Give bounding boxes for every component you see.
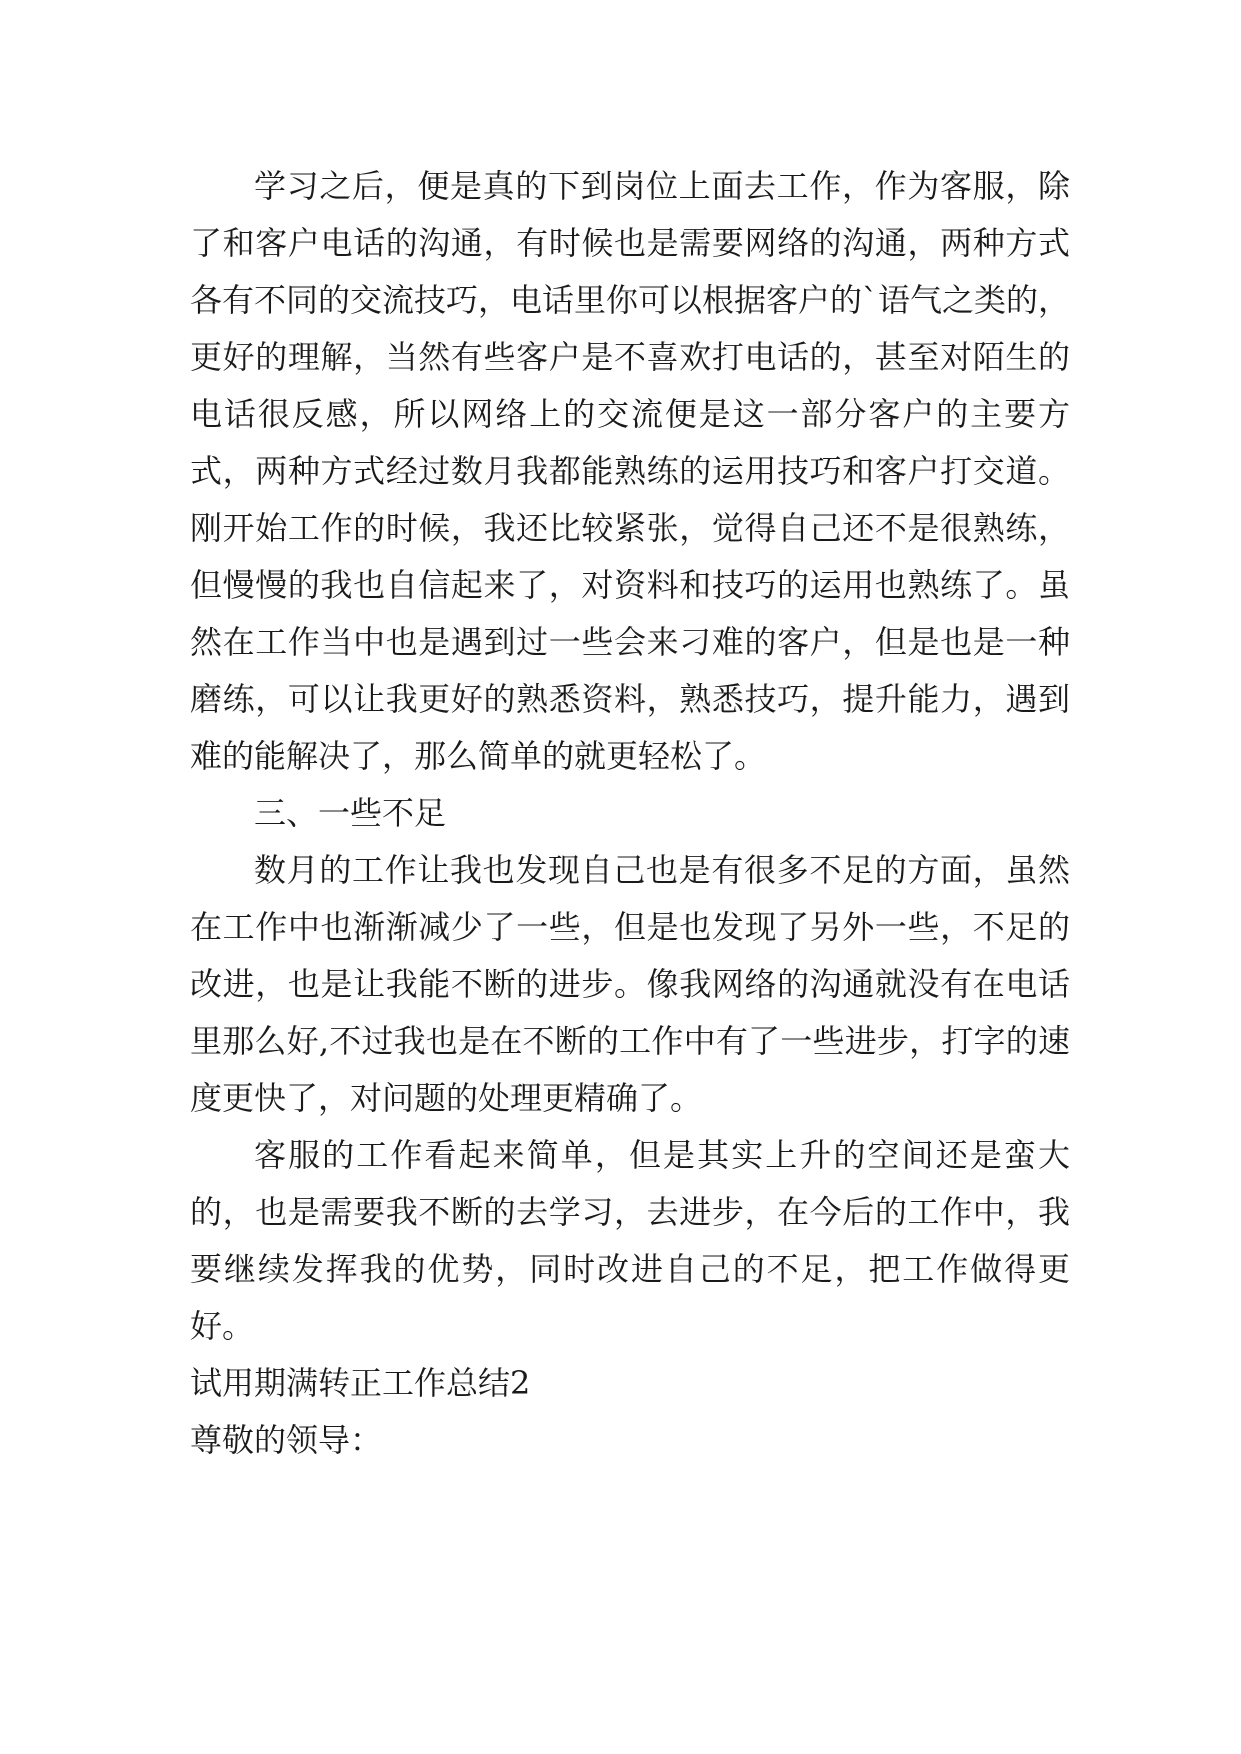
paragraph-shortcomings: 数月的工作让我也发现自己也是有很多不足的方面，虽然在工作中也渐渐减少了一些，但是也发现了另外一些，不足的改进，也是让我能不断的进步。像我网络的沟通就没有在电话里那么好,不过我也是在不断的工作中有了一些进步，打字的速度更快了，对问题的处理更精确了。 [190, 851, 1070, 1117]
section-heading-shortcomings: 三、一些不足 [254, 794, 447, 832]
document-title-2: 试用期满转正工作总结2 [190, 1364, 531, 1402]
salutation: 尊敬的领导： [190, 1421, 383, 1459]
document-body [190, 158, 1070, 1469]
paragraph-work-practice: 学习之后，便是真的下到岗位上面去工作，作为客服，除了和客户电话的沟通，有时候也是需要网络的沟通，两种方式各有不同的交流技巧，电话里你可以根据客户的`语气之类的，更好的理解，当然有些客户是不喜欢打电话的，甚至对陌生的电话很反感，所以网络上的交流便是这一部分客户的主要方式，两种方式经过数月我都能熟练的运用技巧和客户打交道。刚开始工作的时候，我还比较紧张，觉得自己还不是很熟练，但慢慢的我也自信起来了，对资料和技巧的运用也熟练了。虽然在工作当中也是遇到过一些会来刁难的客户，但是也是一种磨练，可以让我更好的熟悉资料，熟悉技巧，提升能力，遇到难的能解决了，那么简单的就更轻松了。 [190, 167, 1071, 775]
paragraph-conclusion: 客服的工作看起来简单，但是其实上升的空间还是蛮大的，也是需要我不断的去学习，去进步，在今后的工作中，我要继续发挥我的优势，同时改进自己的不足，把工作做得更好。 [190, 1136, 1070, 1345]
